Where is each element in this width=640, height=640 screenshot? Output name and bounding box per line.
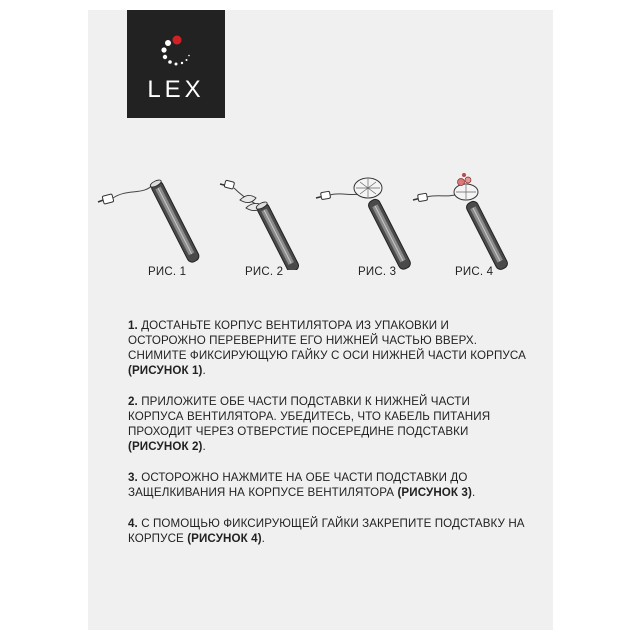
step-end: . [202, 364, 206, 377]
assembly-figures [88, 170, 553, 290]
step-number: 3. [128, 471, 138, 484]
step-4 [128, 516, 528, 546]
step-end: . [261, 532, 265, 545]
step-text: ОСТОРОЖНО НАЖМИТЕ НА ОБЕ ЧАСТИ ПОДСТАВКИ ДО ЗАЩЕЛКИВАНИЯ НА КОРПУСЕ ВЕНТИЛЯТОРА [128, 471, 468, 499]
assembly-steps [128, 318, 528, 562]
step-number: 2. [128, 395, 138, 408]
figure-label-2: РИС. 2 [245, 266, 284, 278]
step-text: ДОСТАНЬТЕ КОРПУС ВЕНТИЛЯТОРА ИЗ УПАКОВКИ И ОСТОРОЖНО ПЕРЕВЕРНИТЕ ЕГО НИЖНЕЙ ЧАСТЬЮ ВВЕРХ. СНИМИТЕ ФИКСИРУЮЩУЮ ГАЙКУ С ОСИ НИЖНЕЙ ЧАСТИ КОРПУСА [128, 319, 526, 362]
figure-label-3: РИС. 3 [358, 266, 397, 278]
step-number: 4. [128, 517, 138, 530]
instruction-card [88, 10, 553, 630]
fan-stand-halves-icon [220, 180, 300, 270]
step-number: 1. [128, 319, 138, 332]
step-figure-ref: (РИСУНОК 3) [397, 486, 472, 499]
brand-logo [127, 10, 225, 118]
fan-nut-tightened-icon [413, 173, 509, 270]
step-figure-ref: (РИСУНОК 2) [128, 440, 203, 453]
step-end: . [202, 440, 206, 453]
figure-label-4: РИС. 4 [455, 266, 494, 278]
step-text: ПРИЛОЖИТЕ ОБЕ ЧАСТИ ПОДСТАВКИ К НИЖНЕЙ ЧАСТИ КОРПУСА ВЕНТИЛЯТОРА. УБЕДИТЕСЬ, ЧТО КАБЕЛЬ ПИТАНИЯ ПРОХОДИТ ЧЕРЕЗ ОТВЕРСТИЕ ПОСЕРЕДИНЕ ПОДСТАВКИ [128, 395, 491, 438]
step-3 [128, 470, 528, 500]
step-1 [128, 318, 528, 378]
lex-dots-logo-icon [127, 10, 225, 80]
figure-label-1: РИС. 1 [148, 266, 187, 278]
step-end: . [471, 486, 476, 499]
fan-body-with-cable-icon [98, 179, 201, 264]
step-figure-ref: (РИСУНОК 1) [128, 364, 203, 377]
figures-drawing [88, 170, 553, 270]
step-2 [128, 394, 528, 454]
fan-stand-attached-icon [316, 178, 412, 270]
brand-name: LEX [147, 76, 205, 103]
step-figure-ref: (РИСУНОК 4) [187, 532, 262, 545]
step-text: С ПОМОЩЬЮ ФИКСИРУЮЩЕЙ ГАЙКИ ЗАКРЕПИТЕ ПОДСТАВКУ НА КОРПУСЕ [128, 517, 525, 545]
